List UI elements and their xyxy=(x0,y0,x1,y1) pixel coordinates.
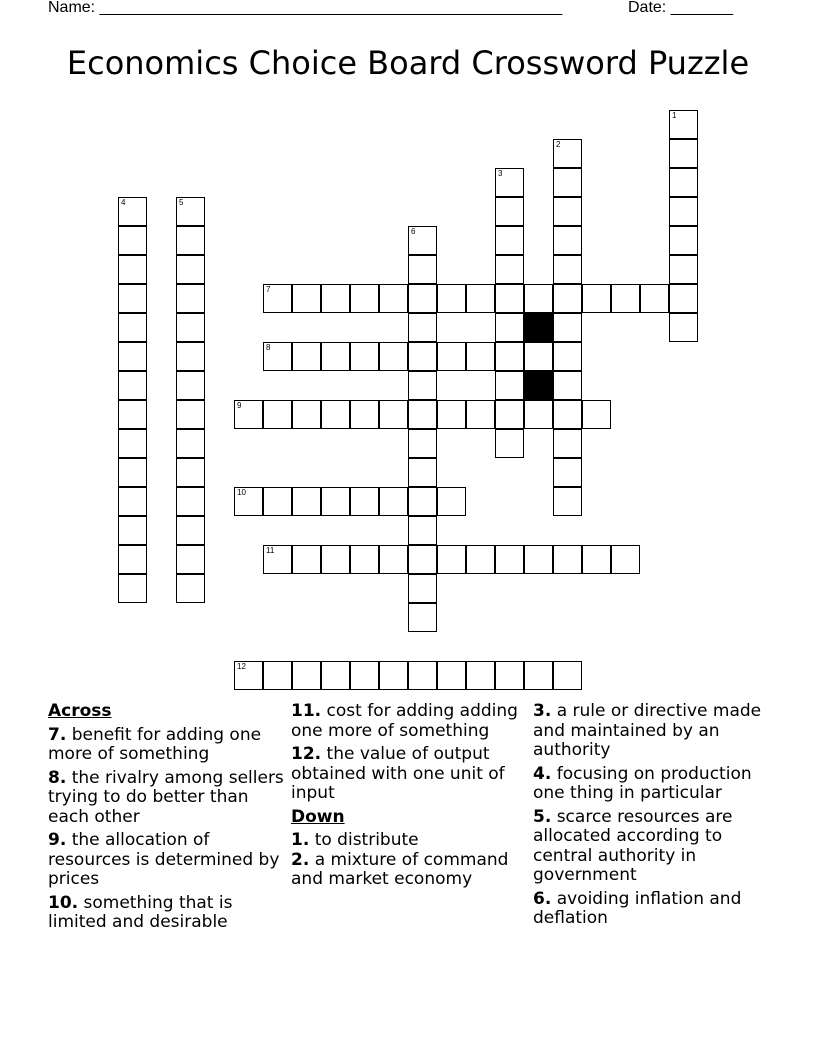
down-clue-2 xyxy=(291,851,527,890)
grid-cell[interactable] xyxy=(495,400,524,429)
grid-cell[interactable] xyxy=(263,487,292,516)
grid-cell[interactable] xyxy=(118,429,147,458)
grid-cell[interactable] xyxy=(118,342,147,371)
grid-cell[interactable] xyxy=(495,255,524,284)
grid-cell[interactable] xyxy=(292,284,321,313)
grid-cell[interactable] xyxy=(669,168,698,197)
grid-cell[interactable] xyxy=(582,284,611,313)
grid-cell[interactable] xyxy=(408,516,437,545)
grid-cell[interactable] xyxy=(321,487,350,516)
grid-cell[interactable] xyxy=(118,487,147,516)
grid-cell[interactable] xyxy=(466,661,495,690)
across-clue-10 xyxy=(48,894,284,933)
grid-cell[interactable] xyxy=(437,545,466,574)
grid-cell[interactable] xyxy=(176,545,205,574)
grid-cell[interactable] xyxy=(176,487,205,516)
grid-cell[interactable] xyxy=(495,197,524,226)
grid-cell[interactable] xyxy=(263,284,292,313)
grid-cell[interactable] xyxy=(176,371,205,400)
grid-cell[interactable] xyxy=(669,197,698,226)
clue-number-label: 8 xyxy=(266,343,271,352)
grid-cell[interactable] xyxy=(611,284,640,313)
grid-cell[interactable] xyxy=(437,661,466,690)
clue-text: a rule or directive made and maintained by an authority xyxy=(533,701,762,760)
grid-cell[interactable] xyxy=(553,458,582,487)
grid-cell[interactable] xyxy=(118,458,147,487)
grid-cell[interactable] xyxy=(495,371,524,400)
grid-cell[interactable] xyxy=(466,284,495,313)
clue-number-label: 3 xyxy=(498,169,503,178)
grid-cell[interactable] xyxy=(118,197,147,226)
grid-cell[interactable] xyxy=(524,661,553,690)
grid-cell[interactable] xyxy=(321,545,350,574)
across-clue-12 xyxy=(291,745,527,804)
down-heading: Down xyxy=(291,806,345,827)
grid-cell[interactable] xyxy=(437,284,466,313)
grid-cell[interactable] xyxy=(176,226,205,255)
grid-cell[interactable] xyxy=(234,487,263,516)
grid-cell[interactable] xyxy=(118,400,147,429)
grid-cell[interactable] xyxy=(176,284,205,313)
grid-cell[interactable] xyxy=(408,458,437,487)
grid-cell[interactable] xyxy=(408,284,437,313)
grid-cell[interactable] xyxy=(437,400,466,429)
grid-cell[interactable] xyxy=(553,139,582,168)
clue-number: 6. xyxy=(533,888,552,909)
grid-cell[interactable] xyxy=(408,400,437,429)
clue-number: 3. xyxy=(533,701,552,721)
grid-cell[interactable] xyxy=(350,487,379,516)
clues-column-1 xyxy=(48,702,284,937)
down-clue-3 xyxy=(533,702,773,761)
grid-cell[interactable] xyxy=(292,342,321,371)
grid-cell[interactable] xyxy=(669,284,698,313)
grid-cell[interactable] xyxy=(495,284,524,313)
grid-cell[interactable] xyxy=(495,168,524,197)
grid-cell[interactable] xyxy=(553,487,582,516)
grid-cell[interactable] xyxy=(263,400,292,429)
name-field-label: Name: ____________________________________________________ xyxy=(48,0,563,16)
grid-cell[interactable] xyxy=(292,545,321,574)
grid-cell[interactable] xyxy=(379,487,408,516)
grid-cell[interactable] xyxy=(408,371,437,400)
grid-cell[interactable] xyxy=(350,400,379,429)
grid-cell[interactable] xyxy=(582,400,611,429)
grid-cell[interactable] xyxy=(466,342,495,371)
grid-cell[interactable] xyxy=(408,574,437,603)
grid-cell[interactable] xyxy=(350,661,379,690)
grid-cell[interactable] xyxy=(408,545,437,574)
grid-cell[interactable] xyxy=(408,429,437,458)
down-clue-6 xyxy=(533,890,773,929)
grid-cell[interactable] xyxy=(263,661,292,690)
grid-cell[interactable] xyxy=(379,284,408,313)
grid-cell[interactable] xyxy=(408,487,437,516)
grid-cell[interactable] xyxy=(553,371,582,400)
grid-cell[interactable] xyxy=(263,545,292,574)
date-field-label: Date: _______ xyxy=(628,0,733,16)
grid-cell[interactable] xyxy=(408,603,437,632)
grid-cell[interactable] xyxy=(176,197,205,226)
grid-cell[interactable] xyxy=(553,545,582,574)
grid-cell[interactable] xyxy=(292,661,321,690)
clue-number: 1. xyxy=(291,830,310,850)
down-clue-1 xyxy=(291,831,527,851)
clue-number: 7. xyxy=(48,724,67,745)
clue-text: focusing on production one thing in particular xyxy=(533,763,752,803)
down-clue-4 xyxy=(533,765,773,804)
grid-cell[interactable] xyxy=(176,574,205,603)
grid-cell[interactable] xyxy=(321,342,350,371)
grid-cell[interactable] xyxy=(408,255,437,284)
clue-number-label: 2 xyxy=(556,140,561,149)
clue-number: 8. xyxy=(48,767,67,788)
grid-cell[interactable] xyxy=(118,545,147,574)
grid-cell[interactable] xyxy=(118,371,147,400)
grid-cell[interactable] xyxy=(321,400,350,429)
grid-cell[interactable] xyxy=(553,313,582,342)
clue-number-label: 10 xyxy=(237,488,246,497)
grid-cell[interactable] xyxy=(379,342,408,371)
across-clue-7 xyxy=(48,726,284,765)
clue-number-label: 6 xyxy=(411,227,416,236)
grid-cell[interactable] xyxy=(234,400,263,429)
grid-cell[interactable] xyxy=(292,487,321,516)
grid-cell[interactable] xyxy=(263,342,292,371)
grid-cell[interactable] xyxy=(495,342,524,371)
grid-cell[interactable] xyxy=(379,661,408,690)
grid-cell[interactable] xyxy=(553,400,582,429)
grid-cell[interactable] xyxy=(118,226,147,255)
grid-cell[interactable] xyxy=(321,661,350,690)
clue-number-label: 5 xyxy=(179,198,184,207)
down-clue-5 xyxy=(533,808,773,886)
grid-cell[interactable] xyxy=(176,429,205,458)
grid-cell[interactable] xyxy=(176,255,205,284)
grid-cell[interactable] xyxy=(176,516,205,545)
grid-cell[interactable] xyxy=(350,342,379,371)
grid-cell[interactable] xyxy=(553,661,582,690)
clue-number-label: 4 xyxy=(121,198,126,207)
grid-cell[interactable] xyxy=(379,545,408,574)
clues-column-2 xyxy=(291,702,527,894)
clue-text: avoiding inflation and deflation xyxy=(533,888,742,928)
grid-cell[interactable] xyxy=(408,313,437,342)
clue-number: 12. xyxy=(291,744,322,764)
grid-cell[interactable] xyxy=(611,545,640,574)
clue-number: 5. xyxy=(533,806,552,827)
grid-cell[interactable] xyxy=(118,313,147,342)
grid-cell[interactable] xyxy=(118,284,147,313)
black-cell xyxy=(524,313,553,342)
grid-cell[interactable] xyxy=(524,545,553,574)
grid-cell[interactable] xyxy=(466,545,495,574)
grid-cell[interactable] xyxy=(495,661,524,690)
grid-cell[interactable] xyxy=(524,284,553,313)
grid-cell[interactable] xyxy=(466,400,495,429)
clue-text: something that is limited and desirable xyxy=(48,892,233,932)
grid-cell[interactable] xyxy=(321,284,350,313)
clue-number-label: 11 xyxy=(266,546,275,555)
across-clue-8 xyxy=(48,769,284,828)
clue-text: benefit for adding one more of something xyxy=(48,724,262,764)
clue-text: cost for adding adding one more of something xyxy=(291,701,518,741)
grid-cell[interactable] xyxy=(408,661,437,690)
across-heading: Across xyxy=(48,701,112,721)
grid-cell[interactable] xyxy=(350,284,379,313)
clue-number-label: 7 xyxy=(266,285,271,294)
grid-cell[interactable] xyxy=(234,661,263,690)
grid-cell[interactable] xyxy=(582,545,611,574)
grid-cell[interactable] xyxy=(118,574,147,603)
grid-cell[interactable] xyxy=(408,226,437,255)
grid-cell[interactable] xyxy=(669,110,698,139)
grid-cell[interactable] xyxy=(669,313,698,342)
clue-number: 4. xyxy=(533,763,552,784)
grid-cell[interactable] xyxy=(553,226,582,255)
grid-cell[interactable] xyxy=(524,400,553,429)
clue-text: a mixture of command and market economy xyxy=(291,849,509,889)
clue-text: the value of output obtained with one unit of input xyxy=(291,744,505,803)
grid-cell[interactable] xyxy=(176,342,205,371)
clue-text: to distribute xyxy=(314,830,419,850)
clue-number-label: 12 xyxy=(237,662,246,671)
grid-cell[interactable] xyxy=(640,284,669,313)
grid-cell[interactable] xyxy=(437,487,466,516)
grid-cell[interactable] xyxy=(524,342,553,371)
grid-cell[interactable] xyxy=(553,342,582,371)
grid-cell[interactable] xyxy=(495,545,524,574)
grid-cell[interactable] xyxy=(553,168,582,197)
grid-cell[interactable] xyxy=(553,284,582,313)
grid-cell[interactable] xyxy=(495,429,524,458)
clue-number: 2. xyxy=(291,849,310,870)
grid-cell[interactable] xyxy=(118,255,147,284)
grid-cell[interactable] xyxy=(350,545,379,574)
grid-cell[interactable] xyxy=(292,400,321,429)
clue-text: the rivalry among sellers trying to do better than each other xyxy=(48,767,284,827)
page-title: Economics Choice Board Crossword Puzzle xyxy=(66,44,750,82)
clue-number: 11. xyxy=(291,701,322,721)
across-clue-9 xyxy=(48,831,284,890)
clues-column-3 xyxy=(533,702,773,933)
grid-cell[interactable] xyxy=(176,458,205,487)
grid-cell[interactable] xyxy=(553,429,582,458)
grid-cell[interactable] xyxy=(408,342,437,371)
across-clue-11 xyxy=(291,702,527,741)
grid-cell[interactable] xyxy=(495,313,524,342)
grid-cell[interactable] xyxy=(379,400,408,429)
black-cell xyxy=(524,371,553,400)
clue-number-label: 9 xyxy=(237,401,242,410)
clue-number-label: 1 xyxy=(672,111,677,120)
grid-cell[interactable] xyxy=(176,400,205,429)
grid-cell[interactable] xyxy=(437,342,466,371)
clue-number: 9. xyxy=(48,830,67,850)
grid-cell[interactable] xyxy=(669,255,698,284)
grid-cell[interactable] xyxy=(669,139,698,168)
grid-cell[interactable] xyxy=(669,226,698,255)
clue-text: scarce resources are allocated according to central authority in government xyxy=(533,806,733,885)
grid-cell[interactable] xyxy=(495,226,524,255)
clue-number: 10. xyxy=(48,892,79,913)
grid-cell[interactable] xyxy=(118,516,147,545)
grid-cell[interactable] xyxy=(176,313,205,342)
grid-cell[interactable] xyxy=(553,197,582,226)
clue-text: the allocation of resources is determined by prices xyxy=(48,830,280,889)
grid-cell[interactable] xyxy=(553,255,582,284)
